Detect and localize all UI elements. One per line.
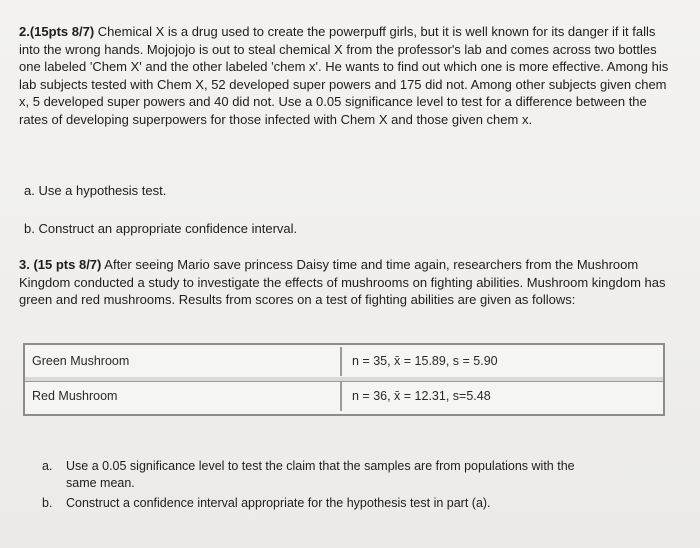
- question-3-part-a: [42, 458, 652, 475]
- table-row: [25, 347, 663, 378]
- table-cell-group: Green Mushroom: [25, 347, 342, 376]
- table-cell-stats: n = 35, x̄ = 15.89, s = 5.90: [344, 347, 663, 376]
- question-2-part-a: a. Use a hypothesis test.: [24, 183, 167, 198]
- question-3-number: 3. (15 pts 8/7): [19, 257, 102, 272]
- mushroom-results-table: [23, 343, 665, 416]
- question-2-part-b: b. Construct an appropriate confidence interval.: [24, 221, 298, 236]
- question-2-text: Chemical X is a drug used to create the powerpuff girls, but it is well known for its danger if it falls into the wrong hands. Mojojojo is out to steal chemical X from the professor's lab and comes across two bottles one labeled 'Chem X' and the other labeled 'chem x'. He wants to find out which one is more effective. Among his lab subjects tested with Chem X, 52 developed super powers and 175 did not. Among other subjects given chem x, 5 developed super powers and 40 did not. Use a 0.05 significance level to test for a difference between the rates of developing superpowers for those infected with Chem X and those given chem x.: [19, 24, 669, 127]
- question-3-part-a-line1: Use a 0.05 significance level to test the claim that the samples are from populations with the: [66, 459, 575, 473]
- table-cell-stats: n = 36, x̄ = 12.31, s=5.48: [344, 382, 663, 411]
- question-3-part-b-label: b.: [42, 496, 53, 510]
- question-3: [19, 256, 679, 309]
- question-3-text: After seeing Mario save princess Daisy time and time again, researchers from the Mushroom Kingdom conducted a study to investigate the effects of mushrooms on fighting abilities. Mushroom kingdom has green and red mushrooms. Results from scores on a test of fighting abilities are given as follows:: [19, 257, 666, 308]
- question-3-part-b: [42, 495, 652, 512]
- question-3-part-b-text: Construct a confidence interval appropriate for the hypothesis test in part (a).: [66, 496, 491, 510]
- question-2: [19, 23, 669, 129]
- question-3-part-a-line2: same mean.: [66, 476, 135, 490]
- table-cell-group: Red Mushroom: [25, 382, 342, 411]
- question-3-parts: [42, 458, 652, 512]
- table-row: [25, 382, 663, 413]
- question-2-number: 2.(15pts 8/7): [19, 24, 95, 39]
- question-3-part-a-label: a.: [42, 459, 53, 473]
